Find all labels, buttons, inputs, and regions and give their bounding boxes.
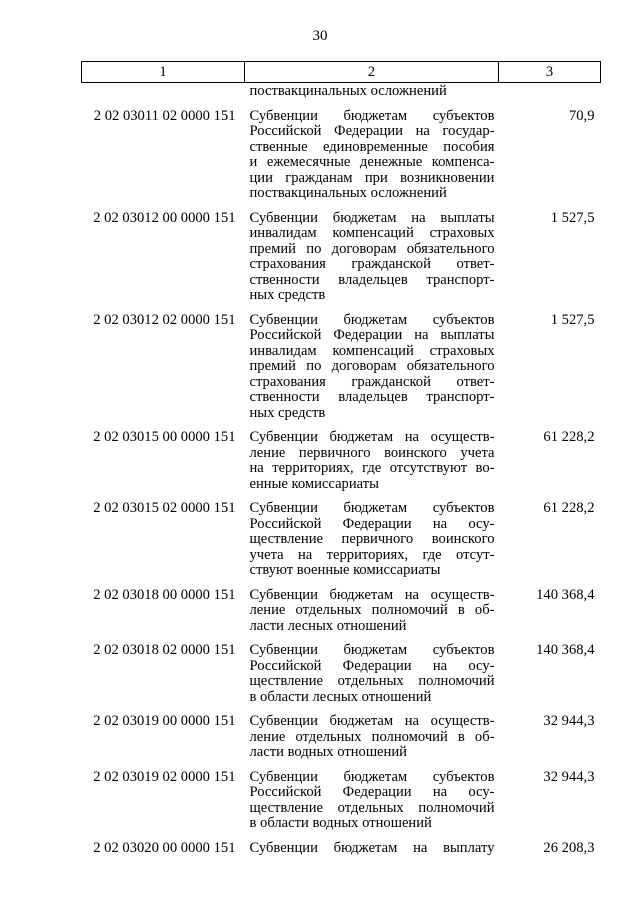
revenue-name-line: ственные единовременные пособия — [249, 138, 495, 155]
budget-code: 2 02 03011 02 0000 151 — [93, 107, 236, 124]
revenue-name-line: инвалидам компенсаций страховых — [249, 342, 495, 359]
revenue-name-line: и ежемесячные денежные компенса- — [249, 154, 495, 170]
column-header-code: 1 — [82, 62, 245, 83]
budget-code: 2 02 03019 02 0000 151 — [93, 768, 236, 785]
continuation-amount — [499, 83, 601, 106]
continuation-text: поствакцинальных осложнений — [249, 83, 447, 99]
table-row — [82, 208, 601, 310]
budget-code: 2 02 03015 02 0000 151 — [93, 500, 236, 516]
revenue-name-line: учета на территориях, где отсут- — [249, 546, 495, 563]
revenue-name-line: ление первичного воинского учета — [249, 444, 495, 461]
budget-code: 2 02 03020 00 0000 151 — [93, 839, 236, 856]
revenue-name — [245, 208, 499, 310]
table-row — [82, 838, 601, 863]
table-row — [82, 498, 601, 585]
revenue-name — [245, 640, 499, 711]
revenue-name-line: Субвенции бюджетам на осуществ- — [249, 586, 495, 603]
revenue-name-line: на территориях, где отсутствуют во- — [249, 460, 495, 476]
table-row — [82, 711, 601, 767]
table-row — [82, 310, 601, 428]
revenue-name-line: ных средств — [249, 287, 326, 303]
revenue-name-line: страхования гражданской ответ- — [249, 256, 495, 272]
revenue-name-line: страхования гражданской ответ- — [249, 373, 495, 390]
revenue-name-line: Субвенции бюджетам на выплаты — [249, 209, 495, 226]
revenue-name-line: Российской Федерации на осу- — [249, 784, 495, 800]
revenue-name-line: Субвенции бюджетам на осуществ- — [249, 429, 495, 445]
revenue-name-line: Российской Федерации на выплаты — [249, 327, 495, 343]
continuation-code — [82, 83, 245, 106]
amount-value: 1 527,5 — [550, 209, 595, 226]
revenue-name-line: ществление отдельных полномочий — [249, 799, 495, 816]
revenue-name-line: ществление отдельных полномочий — [249, 673, 495, 689]
budget-code: 2 02 03012 02 0000 151 — [93, 311, 236, 328]
revenue-name-line: поствакцинальных осложнений — [249, 185, 447, 201]
amount-value: 70,9 — [568, 107, 595, 124]
revenue-name-line: ление отдельных полномочий в об- — [249, 728, 495, 745]
page-number: 30 — [312, 28, 328, 44]
revenue-name-line: Субвенции бюджетам субъектов — [249, 768, 495, 785]
revenue-name — [245, 310, 499, 428]
column-header-name: 2 — [245, 62, 499, 83]
amount-value: 61 228,2 — [543, 500, 595, 516]
revenue-name-line: Российской Федерации на государ- — [249, 123, 495, 139]
table-header — [82, 62, 601, 83]
table-row — [82, 767, 601, 838]
revenue-name — [245, 838, 499, 863]
revenue-name-line: Российской Федерации на осу- — [249, 657, 495, 674]
budget-code: 2 02 03012 00 0000 151 — [93, 209, 236, 226]
revenue-name — [245, 106, 499, 208]
table-row — [82, 427, 601, 498]
revenue-name-line: в области лесных отношений — [249, 688, 432, 705]
revenue-name-line: Субвенции бюджетам субъектов — [249, 500, 495, 516]
budget-code: 2 02 03019 00 0000 151 — [93, 713, 236, 729]
table-row — [82, 106, 601, 208]
revenue-name-line: Субвенции бюджетам субъектов — [249, 107, 495, 124]
revenue-name-line: ласти водных отношений — [249, 744, 407, 760]
table-body — [82, 83, 601, 863]
revenue-name-line: Российской Федерации на осу- — [249, 515, 495, 532]
revenue-name-line: ственности владельцев транспорт- — [249, 389, 495, 405]
revenue-name — [245, 585, 499, 641]
amount-value: 140 368,4 — [536, 586, 595, 603]
revenue-name — [245, 711, 499, 767]
revenue-name-line: ных средств — [249, 404, 326, 421]
revenue-name-line: Субвенции бюджетам субъектов — [249, 642, 495, 658]
revenue-name-line: Субвенции бюджетам на выплату — [249, 839, 495, 856]
revenue-name-line: Субвенции бюджетам субъектов — [249, 311, 495, 328]
amount-value: 32 944,3 — [543, 768, 595, 785]
revenue-name-line: ление отдельных полномочий в об- — [249, 602, 495, 618]
budget-code: 2 02 03018 00 0000 151 — [93, 586, 236, 603]
revenue-name-line: Субвенции бюджетам на осуществ- — [249, 713, 495, 729]
amount-value: 140 368,4 — [536, 642, 595, 658]
amount-value: 61 228,2 — [543, 429, 595, 445]
revenue-name-line: премий по договорам обязательного — [249, 358, 495, 374]
revenue-name — [245, 498, 499, 585]
table-row — [82, 585, 601, 641]
revenue-name-line: ции гражданам при возникновении — [249, 169, 495, 186]
revenue-name-line: ласти лесных отношений — [249, 617, 407, 634]
revenue-name — [245, 767, 499, 838]
revenue-name — [245, 427, 499, 498]
revenue-name-line: енные комиссариаты — [249, 475, 379, 492]
revenue-name-line: ствуют военные комиссариаты — [249, 562, 441, 578]
continuation-row — [82, 83, 601, 106]
table-row — [82, 640, 601, 711]
amount-value: 26 208,3 — [543, 839, 595, 856]
revenue-name-line: инвалидам компенсаций страховых — [249, 225, 495, 241]
revenue-name-line: ственности владельцев транспорт- — [249, 271, 495, 288]
budget-revenue-table — [81, 61, 601, 862]
amount-value: 1 527,5 — [550, 311, 595, 328]
revenue-name-line: в области водных отношений — [249, 815, 432, 831]
column-header-amount: 3 — [499, 62, 601, 83]
budget-code: 2 02 03018 02 0000 151 — [93, 642, 236, 658]
amount-value: 32 944,3 — [543, 713, 595, 729]
revenue-name-line: премий по договорам обязательного — [249, 240, 495, 257]
revenue-name-line: ществление первичного воинского — [249, 531, 495, 547]
budget-code: 2 02 03015 00 0000 151 — [93, 429, 236, 445]
